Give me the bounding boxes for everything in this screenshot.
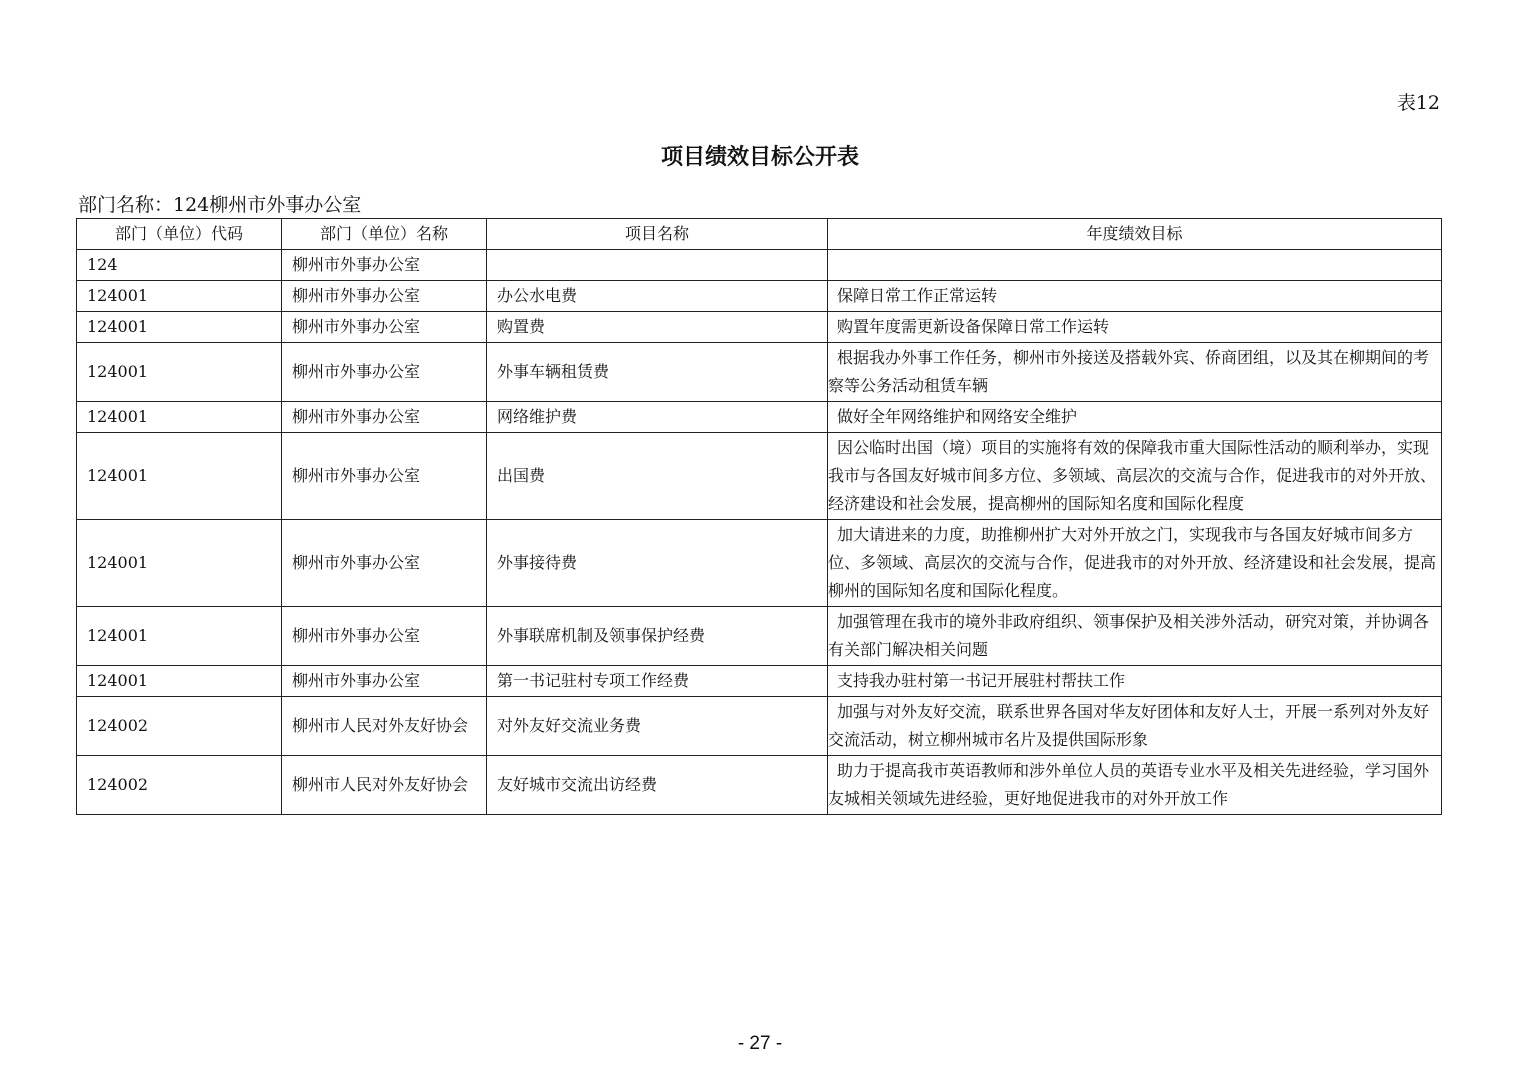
cell-dept-code: 124002 (77, 756, 282, 815)
cell-dept-name: 柳州市外事办公室 (282, 312, 487, 343)
table-row (77, 433, 1442, 520)
cell-dept-code: 124001 (77, 402, 282, 433)
cell-dept-name: 柳州市外事办公室 (282, 343, 487, 402)
cell-project-name: 出国费 (487, 433, 828, 520)
cell-dept-code: 124001 (77, 433, 282, 520)
cell-annual-goal: 加强与对外友好交流，联系世界各国对华友好团体和友好人士，开展一系列对外友好交流活动，树立柳州城市名片及提供国际形象 (828, 697, 1442, 756)
table-row (77, 697, 1442, 756)
cell-dept-name: 柳州市外事办公室 (282, 607, 487, 666)
table-row (77, 520, 1442, 607)
cell-project-name: 外事联席机制及领事保护经费 (487, 607, 828, 666)
cell-dept-code: 124002 (77, 697, 282, 756)
performance-goals-table (76, 218, 1442, 815)
cell-dept-name: 柳州市外事办公室 (282, 402, 487, 433)
cell-project-name (487, 250, 828, 281)
cell-annual-goal: 加大请进来的力度，助推柳州扩大对外开放之门，实现我市与各国友好城市间多方位、多领域、高层次的交流与合作，促进我市的对外开放、经济建设和社会发展，提高柳州的国际知名度和国际化程度。 (828, 520, 1442, 607)
cell-annual-goal: 因公临时出国（境）项目的实施将有效的保障我市重大国际性活动的顺利举办，实现我市与各国友好城市间多方位、多领域、高层次的交流与合作，促进我市的对外开放、经济建设和社会发展，提高柳州的国际知名度和国际化程度 (828, 433, 1442, 520)
cell-project-name: 网络维护费 (487, 402, 828, 433)
cell-dept-name: 柳州市外事办公室 (282, 433, 487, 520)
table-header-row (77, 219, 1442, 250)
cell-dept-code: 124001 (77, 343, 282, 402)
cell-dept-name: 柳州市人民对外友好协会 (282, 697, 487, 756)
cell-project-name: 对外友好交流业务费 (487, 697, 828, 756)
cell-project-name: 外事接待费 (487, 520, 828, 607)
header-dept-code: 部门（单位）代码 (77, 219, 282, 250)
table-row (77, 756, 1442, 815)
cell-annual-goal: 做好全年网络维护和网络安全维护 (828, 402, 1442, 433)
page-title: 项目绩效目标公开表 (660, 145, 859, 170)
header-project-name: 项目名称 (487, 219, 828, 250)
cell-annual-goal: 支持我办驻村第一书记开展驻村帮扶工作 (828, 666, 1442, 697)
table-row (77, 343, 1442, 402)
cell-dept-name: 柳州市外事办公室 (282, 666, 487, 697)
header-dept-name: 部门（单位）名称 (282, 219, 487, 250)
cell-dept-code: 124001 (77, 607, 282, 666)
department-name-line: 部门名称：124柳州市外事办公室 (78, 194, 362, 216)
cell-annual-goal: 加强管理在我市的境外非政府组织、领事保护及相关涉外活动，研究对策，并协调各有关部门解决相关问题 (828, 607, 1442, 666)
cell-project-name: 外事车辆租赁费 (487, 343, 828, 402)
cell-project-name: 友好城市交流出访经费 (487, 756, 828, 815)
cell-dept-name: 柳州市外事办公室 (282, 281, 487, 312)
cell-project-name: 第一书记驻村专项工作经费 (487, 666, 828, 697)
cell-project-name: 办公水电费 (487, 281, 828, 312)
cell-dept-name: 柳州市人民对外友好协会 (282, 756, 487, 815)
cell-dept-code: 124001 (77, 281, 282, 312)
cell-project-name: 购置费 (487, 312, 828, 343)
cell-dept-code: 124001 (77, 520, 282, 607)
cell-dept-code: 124 (77, 250, 282, 281)
cell-annual-goal (828, 250, 1442, 281)
cell-annual-goal: 根据我办外事工作任务，柳州市外接送及搭载外宾、侨商团组，以及其在柳期间的考察等公务活动租赁车辆 (828, 343, 1442, 402)
table-row (77, 607, 1442, 666)
table-row (77, 312, 1442, 343)
page-number: - 27 - (737, 1033, 783, 1054)
table-number: 表12 (1396, 92, 1440, 114)
cell-dept-code: 124001 (77, 666, 282, 697)
cell-dept-name: 柳州市外事办公室 (282, 250, 487, 281)
cell-dept-code: 124001 (77, 312, 282, 343)
table-row (77, 250, 1442, 281)
cell-annual-goal: 助力于提高我市英语教师和涉外单位人员的英语专业水平及相关先进经验，学习国外友城相关领域先进经验，更好地促进我市的对外开放工作 (828, 756, 1442, 815)
table-row (77, 666, 1442, 697)
table-row (77, 281, 1442, 312)
cell-annual-goal: 购置年度需更新设备保障日常工作运转 (828, 312, 1442, 343)
cell-dept-name: 柳州市外事办公室 (282, 520, 487, 607)
table-row (77, 402, 1442, 433)
cell-annual-goal: 保障日常工作正常运转 (828, 281, 1442, 312)
header-annual-goal: 年度绩效目标 (828, 219, 1442, 250)
